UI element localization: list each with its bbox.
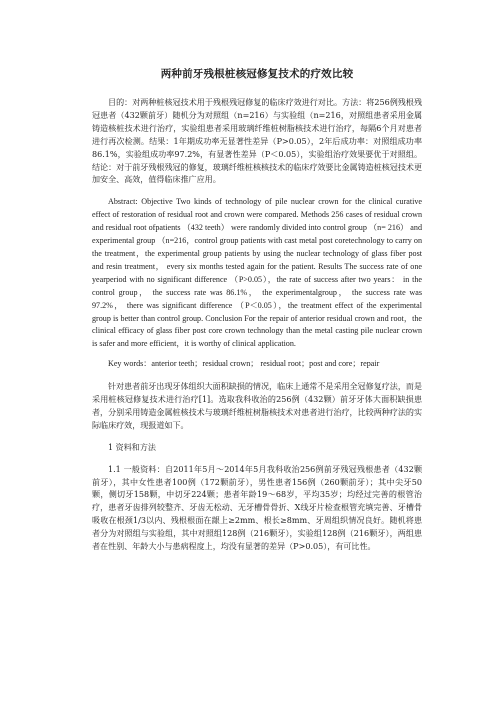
keywords: Key words：anterior teeth；residual crown； residual root；post and core；repair	[108, 359, 380, 369]
section-heading-materials-methods: 1 资料和方法	[108, 442, 156, 452]
abstract-english: Abstract: Objective Two kinds of technology of pile nuclear crown for the clinical curative effect of restoration of residual root and crown were compared. Methods 256 cases of residual crown and residual root ofpatients （432 teeth） were randomly divided into control group （n= 216） and experimental group （n=216，control group patients with cast metal post coretechnology to carry on the treatment，the experimental group patients by using the nuclear technology of glass fiber post and resin treatment， every six months tested again for the patient. Results The success rate of one yearperiod with no significant difference （P>0.05），the rate of success after two years： in the control group， the success rate was 86.1%， the experimentalgroup， the success rate was 97.2%， there was significant difference （P＜0.05），the treatment effect of the experimental group is better than control group. Conclusion For the repair of anterior residual crown and root，the clinical efficacy of glass fiber post core crown technology than the metal casting pile nuclear crown is safer and more efficient，it is worthy of clinical application.	[92, 197, 422, 349]
paper-page	[92, 66, 422, 554]
introduction-paragraph: 针对患者前牙出现牙体组织大面积缺损的情况，临床上通常不是采用全冠修复疗法，而是采用桩核冠修复技术进行治疗[1]。选取我科收治的256例（432颗）前牙牙体大面积缺损患者，分别采用铸造金属桩核技术与玻璃纤维桩树脂核技术对患者进行治疗，比较两种疗法的实际临床疗效，现报道如下。	[92, 382, 422, 430]
section-1-1-general-data: 1.1 一般资料：自2011年5月～2014年5月我科收治256例前牙残冠残根患者（432颗前牙），其中女性患者100例（172颗前牙），男性患者156例（260颗前牙）；其中尖牙50颗，侧切牙158颗，中切牙224颗；患者年龄19～68岁，平均35岁；均经过完善的根管治疗，患者牙齿排列较整齐、牙齿无松动、无牙槽骨骨折、X线牙片检查根管充填完善、牙槽骨吸收在根颈1/3以内、残根根面在龈上≥2mm、根长≥8mm、牙周组织情况良好。随机将患者分为对照组与实验组，其中对照组128例（216颗牙），实验组128例（216颗牙），两组患者在性别、年龄大小与患病程度上，均没有显著的差异（P>0.05），有可比性。	[92, 464, 422, 552]
abstract-chinese: 目的：对两种桩核冠技术用于残根残冠修复的临床疗效进行对比。方法：将256例残根残冠患者（432颗前牙）随机分为对照组（n=216）与实验组（n=216，对照组患者采用金属铸造核桩技术进行治疗，实验组患者采用玻璃纤维桩树脂核技术进行治疗，每隔6个月对患者进行再次检测。结果：1年期成功率无显著性差异（P>0.05），2年后成功率：对照组成功率86.1%，实验组成功率97.2%，有显著性差异（P＜0.05），实验组治疗效果要优于对照组。结论：对于前牙残根残冠的修复，玻璃纤维桩核核技术的临床疗效要比金属铸造桩核冠技术更加安全、高效，值得临床推广应用。	[92, 98, 422, 185]
paper-title: 两种前牙残根桩核冠修复技术的疗效比较	[160, 68, 354, 80]
